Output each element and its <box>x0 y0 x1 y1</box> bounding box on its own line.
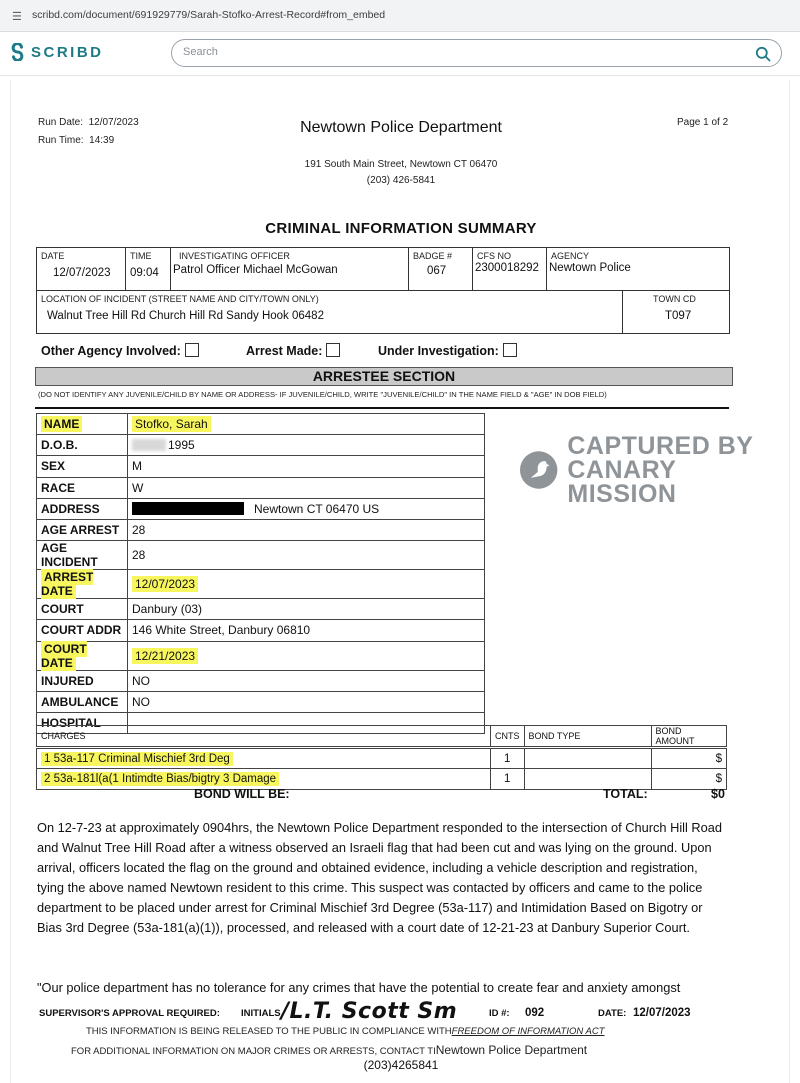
name-value-cell <box>128 414 485 435</box>
bond-amount-header: BOND AMOUNT <box>651 726 727 748</box>
arrestee-name: Stofko, Sarah <box>132 416 211 432</box>
dob-year: 1995 <box>168 438 195 453</box>
arrestee-row-name <box>37 414 485 435</box>
charge-count: 1 <box>491 769 525 790</box>
town-cd-cell <box>622 291 729 333</box>
officer-caption: INVESTIGATING OFFICER <box>179 251 290 261</box>
url-text[interactable]: scribd.com/document/691929779/Sarah-Stofko-Arrest-Record#from_embed <box>32 9 386 21</box>
arrestee-row-court <box>37 599 485 620</box>
id-label: ID #: <box>489 1008 510 1019</box>
court-date-value: 12/21/2023 <box>132 648 198 664</box>
site-settings-icon[interactable]: ☰ <box>12 11 22 23</box>
contact-text: FOR ADDITIONAL INFORMATION ON MAJOR CRIMES OR ARRESTS, CONTACT TI <box>71 1046 436 1057</box>
charges-header: CHARGES <box>37 726 491 748</box>
address-label: ADDRESS <box>37 498 128 519</box>
badge-number: 067 <box>427 265 447 277</box>
document-page <box>10 80 790 1083</box>
arrest-made-checkbox[interactable] <box>326 343 340 357</box>
name-label: NAME <box>41 416 82 432</box>
bond-will-be-label: BOND WILL BE: <box>194 787 290 801</box>
total-value: $0 <box>711 787 725 801</box>
other-agency-checkbox[interactable] <box>185 343 199 357</box>
dob-label: D.O.B. <box>37 435 128 456</box>
arrestee-row-age-arrest <box>37 519 485 540</box>
ambulance-value: NO <box>128 691 485 712</box>
arrestee-row-age-incident <box>37 541 485 570</box>
arrest-made-label: Arrest Made: <box>246 344 323 358</box>
age-arrest-label: AGE ARREST <box>37 519 128 540</box>
charge-text: 1 53a-117 Criminal Mischief 3rd Deg <box>41 752 233 766</box>
sex-value: M <box>128 456 485 477</box>
age-incident-value: 28 <box>128 541 485 570</box>
charge-count: 1 <box>491 748 525 769</box>
scribd-logo[interactable] <box>10 43 104 61</box>
brand-name: SCRIBD <box>31 43 104 61</box>
arrestee-table <box>36 413 485 734</box>
time-caption: TIME <box>130 251 152 261</box>
time-cell <box>126 248 171 291</box>
arrestee-note: (DO NOT IDENTIFY ANY JUVENILE/CHILD BY NAME OR ADDRESS- IF JUVENILE/CHILD, WRITE "JUVENILE/CHILD" IN THE NAME FIELD & "AGE" IN DOB FIELD) <box>38 390 607 399</box>
age-incident-label: AGE INCIDENT <box>37 541 128 570</box>
foia-text: FREEDOM OF INFORMATION ACT <box>451 1026 605 1037</box>
location-caption: LOCATION OF INCIDENT (STREET NAME AND CITY/TOWN ONLY) <box>41 294 319 304</box>
town-caption: TOWN CD <box>653 294 696 304</box>
incident-narrative: On 12-7-23 at approximately 0904hrs, the Newtown Police Department responded to the intersection of Church Hill Road and Walnut Tree Hill Road after a witness observed an Israeli flag that had been cut and was lying on the ground. Upon arrival, officers located the flag on the ground and obtained evidence, including a vehicle description and registration, tying the above named Newtown resident to this crime. This suspect was contacted by officers and came to the police department to be placed under arrest for Criminal Mischief 3rd Degree (53a-117) and Intimidation Based on Bigotry or Bias 3rd Degree (53a-181(a)(1)), processed, and released with a court date of 12-21-23 at Danbury Superior Court. <box>37 820 723 935</box>
scribd-logo-icon <box>10 43 25 61</box>
arrestee-row-sex <box>37 456 485 477</box>
arrest-made-row <box>246 343 340 358</box>
cfs-number: 2300018292 <box>475 262 539 274</box>
watermark-line-2: CANARY MISSION <box>567 456 677 508</box>
sex-label: SEX <box>37 456 128 477</box>
date-cell <box>37 248 126 291</box>
agency-caption: AGENCY <box>551 251 590 261</box>
race-label: RACE <box>37 477 128 498</box>
court-date-label: COURT DATE <box>41 641 87 670</box>
under-investigation-row <box>378 343 517 358</box>
approval-date: 12/07/2023 <box>633 1007 691 1019</box>
arrestee-row-court-date <box>37 641 485 670</box>
supervisor-id: 092 <box>525 1007 545 1019</box>
agency-cell <box>547 248 730 291</box>
arrestee-section-header: ARRESTEE SECTION <box>35 367 733 386</box>
section-divider <box>35 407 729 409</box>
incident-location: Walnut Tree Hill Rd Church Hill Rd Sandy Hook 06482 <box>47 310 324 322</box>
age-arrest-value: 28 <box>128 519 485 540</box>
arrestee-row-court-addr <box>37 620 485 641</box>
ambulance-label: AMBULANCE <box>37 691 128 712</box>
charge-text: 2 53a-181l(a(1 Intimdte Bias/bigtry 3 Damage <box>41 772 279 786</box>
address-value-cell <box>128 498 485 519</box>
arrestee-row-race <box>37 477 485 498</box>
canary-bird-icon <box>519 450 558 490</box>
injured-value: NO <box>128 670 485 691</box>
arrestee-row-dob <box>37 435 485 456</box>
court-addr-value: 146 White Street, Danbury 06810 <box>128 620 485 641</box>
badge-cell <box>409 248 473 291</box>
page-indicator: Page 1 of 2 <box>677 117 729 128</box>
approval-date-label: DATE: <box>598 1008 627 1019</box>
agency-name: Newtown Police <box>549 262 631 274</box>
officer-cell <box>171 248 409 291</box>
browser-url-bar[interactable] <box>0 0 800 32</box>
contact-department: Newtown Police Department <box>435 1043 588 1057</box>
under-investigation-label: Under Investigation: <box>378 344 499 358</box>
town-code: T097 <box>665 310 692 322</box>
run-time-label: Run Time: <box>38 135 84 146</box>
incident-date: 12/07/2023 <box>53 267 111 279</box>
supervisor-approval-label: SUPERVISOR'S APPROVAL REQUIRED: <box>39 1008 220 1019</box>
hospital-label: HOSPITAL <box>37 712 128 733</box>
under-investigation-checkbox[interactable] <box>503 343 517 357</box>
release-text: THIS INFORMATION IS BEING RELEASED TO THE PUBLIC IN COMPLIANCE WITH <box>86 1026 452 1037</box>
cnts-header: CNTS <box>491 726 525 748</box>
arrestee-row-injured <box>37 670 485 691</box>
court-date-value-cell <box>128 641 485 670</box>
arrest-date-value-cell <box>128 570 485 599</box>
initials-label: INITIALS <box>241 1008 281 1019</box>
location-cell <box>37 291 730 334</box>
run-date-label: Run Date: <box>38 117 84 128</box>
site-header <box>0 32 800 76</box>
canary-mission-watermark <box>519 434 789 506</box>
supervisor-signature: /L.T. Scott Sm <box>281 999 458 1024</box>
department-name: Newtown Police Department <box>300 119 502 136</box>
charge-row <box>37 748 727 769</box>
dob-value-cell <box>128 435 485 456</box>
watermark-line-1: CAPTURED BY <box>567 432 754 460</box>
run-time: 14:39 <box>89 135 115 146</box>
incident-info-table <box>36 247 730 334</box>
arrest-date-label: ARREST DATE <box>41 570 94 599</box>
department-address: 191 South Main Street, Newtown CT 06470 <box>304 159 498 170</box>
arrestee-row-ambulance <box>37 691 485 712</box>
court-label: COURT <box>37 599 128 620</box>
department-phone: (203) 426-5841 <box>366 175 436 186</box>
arrest-date-value: 12/07/2023 <box>132 576 198 592</box>
injured-label: INJURED <box>37 670 128 691</box>
charge-bond-amount: $ <box>651 748 727 769</box>
run-date: 12/07/2023 <box>88 117 139 128</box>
date-caption: DATE <box>41 251 65 261</box>
total-label: TOTAL: <box>603 787 648 801</box>
contact-notice <box>71 1043 587 1057</box>
badge-caption: BADGE # <box>413 251 453 261</box>
incident-time: 09:04 <box>130 267 159 279</box>
charge-bond-type <box>524 748 651 769</box>
name-label-cell <box>37 414 128 435</box>
charge-text-cell <box>37 748 491 769</box>
bond-type-header: BOND TYPE <box>524 726 651 748</box>
address-redaction <box>132 502 244 515</box>
charges-header-row <box>37 726 727 748</box>
cfs-caption: CFS NO <box>477 251 512 261</box>
document-title: CRIMINAL INFORMATION SUMMARY <box>265 220 537 237</box>
charges-table <box>36 725 727 790</box>
search-icon[interactable] <box>755 46 771 62</box>
address-value: Newtown CT 06470 US <box>254 501 380 516</box>
watermark-text <box>567 434 789 506</box>
cfs-cell <box>473 248 547 291</box>
search-box[interactable] <box>171 39 782 67</box>
release-notice <box>86 1026 605 1037</box>
department-quote: "Our police department has no tolerance for any crimes that have the potential to create fear and anxiety amongst <box>37 980 681 995</box>
court-addr-label: COURT ADDR <box>37 620 128 641</box>
court-value: Danbury (03) <box>128 599 485 620</box>
contact-phone: (203)4265841 <box>363 1058 439 1072</box>
race-value: W <box>128 477 485 498</box>
court-date-label-cell <box>37 641 128 670</box>
search-input[interactable] <box>183 46 743 58</box>
charge-bond-amount: $ <box>651 769 727 790</box>
investigating-officer: Patrol Officer Michael McGowan <box>173 264 338 276</box>
other-agency-label: Other Agency Involved: <box>41 344 181 358</box>
arrestee-row-address <box>37 498 485 519</box>
dob-blurred <box>132 439 166 451</box>
other-agency-row <box>41 343 199 358</box>
arrest-date-label-cell <box>37 570 128 599</box>
arrestee-row-arrest-date <box>37 570 485 599</box>
